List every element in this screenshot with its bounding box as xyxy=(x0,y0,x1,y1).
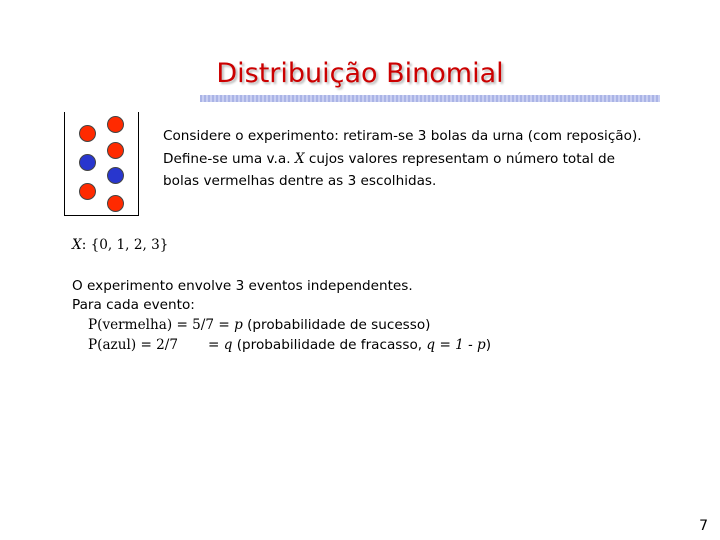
prob-blue-text: (probabilidade de fracasso, xyxy=(232,337,427,353)
red-ball xyxy=(107,195,124,212)
events-line-1: O experimento envolve 3 eventos independentes. xyxy=(72,278,413,294)
intro-line-3: bolas vermelhas dentre as 3 escolhidas. xyxy=(163,173,437,189)
random-variable: X xyxy=(294,151,305,167)
events-line-2: Para cada evento: xyxy=(72,297,195,313)
prob-red-line xyxy=(88,316,430,334)
red-ball xyxy=(107,142,124,159)
prob-red-text: (probabilidade de sucesso) xyxy=(242,317,431,333)
title-underline xyxy=(200,95,660,102)
page-number: 7 xyxy=(699,518,708,534)
prob-blue-text-end: ) xyxy=(485,337,492,353)
red-ball xyxy=(79,183,96,200)
intro-text: Define-se uma v.a. xyxy=(163,151,295,167)
urn xyxy=(64,112,139,216)
prob-red-eq: = p xyxy=(218,317,243,333)
support-values: : {0, 1, 2, 3} xyxy=(81,237,169,253)
red-ball xyxy=(107,116,124,133)
blue-ball xyxy=(107,167,124,184)
red-ball xyxy=(79,125,96,142)
prob-blue-eq: = q xyxy=(208,337,233,353)
random-variable: X xyxy=(72,237,82,253)
prob-blue-expr: P(azul) = 2/7 xyxy=(88,337,179,353)
intro-line-1: Considere o experimento: retiram-se 3 bolas da urna (com reposição). xyxy=(163,128,642,144)
prob-blue-line xyxy=(208,336,491,354)
intro-line-2 xyxy=(163,150,615,168)
prob-red-expr: P(vermelha) = 5/7 xyxy=(88,317,219,333)
intro-text: cujos valores representam o número total de xyxy=(304,151,615,167)
blue-ball xyxy=(79,154,96,171)
slide-title: Distribuição Binomial xyxy=(216,58,504,89)
support-line xyxy=(72,236,168,254)
prob-blue-formula: q = 1 - p xyxy=(426,337,486,353)
